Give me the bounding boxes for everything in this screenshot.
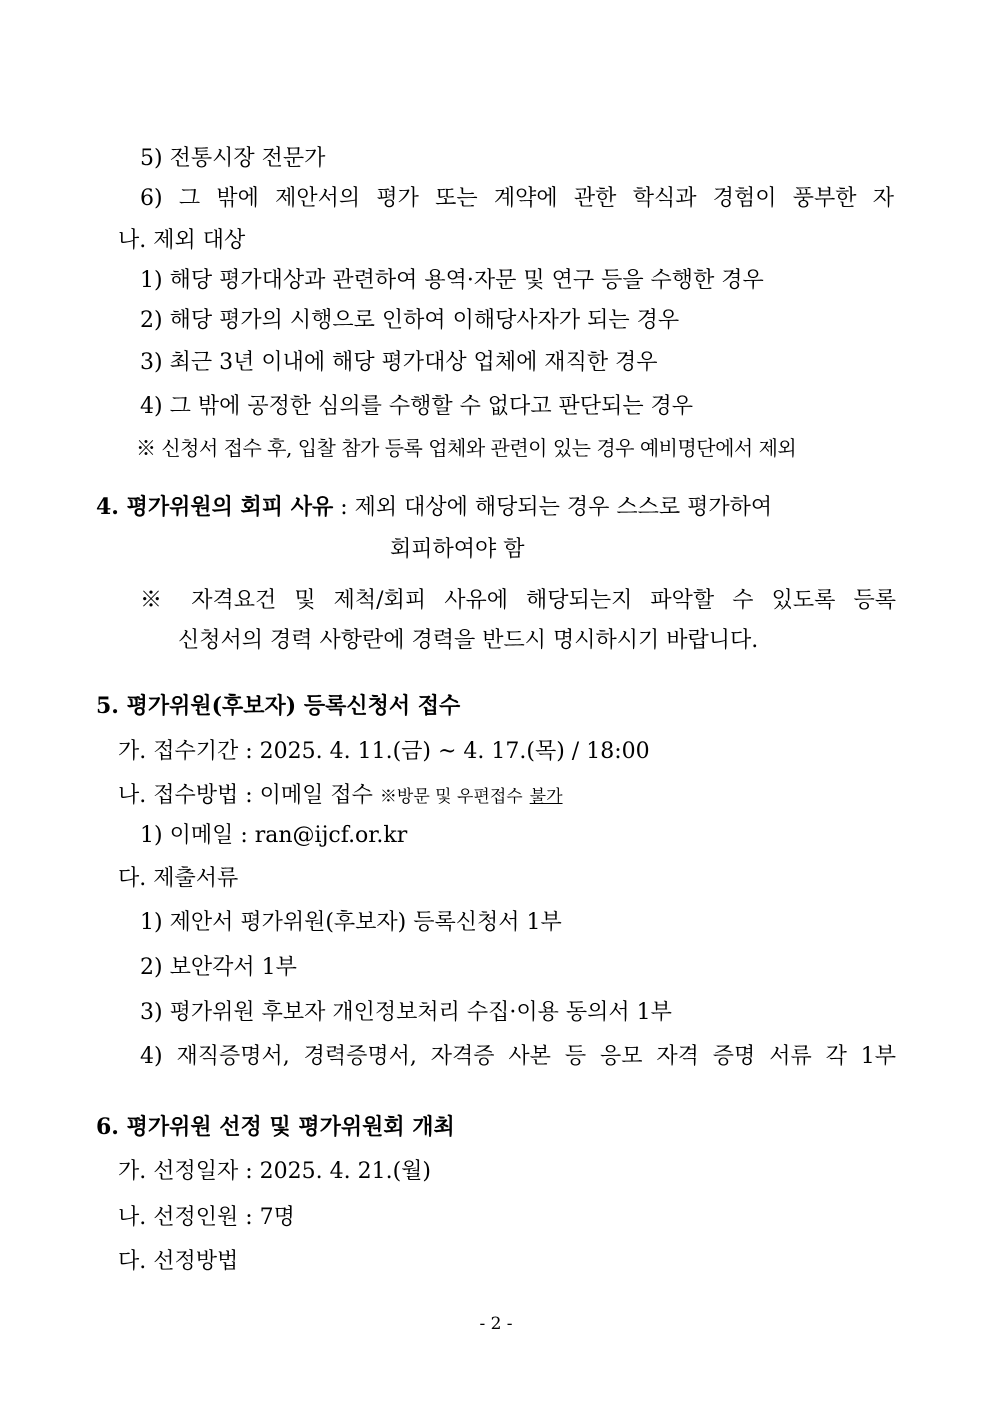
section5-method: 나. 접수방법 : 이메일 접수: [118, 783, 373, 808]
exclusion-heading: 나. 제외 대상: [118, 228, 246, 253]
section5-docs-heading: 다. 제출서류: [118, 866, 239, 891]
section4-note-line1: ※ 자격요건 및 제척/회피 사유에 해당되는지 파악할 수 있도록 등록: [140, 588, 896, 613]
section6-count: 나. 선정인원 : 7명: [118, 1205, 295, 1230]
section5-email: 1) 이메일 : ran@ijcf.or.kr: [140, 823, 408, 848]
exclusion-note: ※ 신청서 접수 후, 입찰 참가 등록 업체와 관련이 있는 경우 예비명단에서 제외: [136, 436, 797, 460]
page-number: - 2 -: [479, 1314, 513, 1334]
section5-method-note-emphasis: 불가: [529, 787, 563, 807]
section5-doc-3: 3) 평가위원 후보자 개인정보처리 수집·이용 동의서 1부: [140, 1000, 672, 1025]
section5-method-line: [118, 781, 563, 812]
section4-text2: 회피하여야 함: [390, 537, 525, 562]
section4-separator: :: [333, 495, 355, 520]
exclusion-item-2: 2) 해당 평가의 시행으로 인하여 이해당사자가 되는 경우: [140, 308, 680, 333]
section5-doc-4: 4) 재직증명서, 경력증명서, 자격증 사본 등 응모 자격 증명 서류 각 1부: [140, 1044, 896, 1069]
section5-doc-1: 1) 제안서 평가위원(후보자) 등록신청서 1부: [140, 910, 562, 935]
section5-period: 가. 접수기간 : 2025. 4. 11.(금) ~ 4. 17.(목) / 18:00: [118, 739, 650, 764]
section4-text1: 제외 대상에 해당되는 경우 스스로 평가하여: [354, 495, 773, 520]
exclusion-item-4: 4) 그 밖에 공정한 심의를 수행할 수 없다고 판단되는 경우: [140, 394, 694, 419]
section5-title: 5. 평가위원(후보자) 등록신청서 접수: [96, 693, 461, 719]
section6-date: 가. 선정일자 : 2025. 4. 21.(월): [118, 1159, 432, 1184]
section4-title: 4. 평가위원의 회피 사유: [96, 494, 334, 520]
criteria-item-5: 5) 전통시장 전문가: [140, 146, 326, 171]
section4-note-line2: 신청서의 경력 사항란에 경력을 반드시 명시하시기 바랍니다.: [178, 628, 759, 653]
section5-doc-2: 2) 보안각서 1부: [140, 955, 297, 980]
exclusion-item-1: 1) 해당 평가대상과 관련하여 용역·자문 및 연구 등을 수행한 경우: [140, 268, 764, 293]
section4-line1: [96, 492, 772, 523]
section6-title: 6. 평가위원 선정 및 평가위원회 개최: [96, 1114, 455, 1140]
criteria-item-6: 6) 그 밖에 제안서의 평가 또는 계약에 관한 학식과 경험이 풍부한 자: [140, 186, 894, 211]
section6-method: 다. 선정방법: [118, 1249, 239, 1274]
exclusion-item-3: 3) 최근 3년 이내에 해당 평가대상 업체에 재직한 경우: [140, 350, 658, 375]
section5-method-note: ※방문 및 우편접수: [379, 787, 523, 807]
